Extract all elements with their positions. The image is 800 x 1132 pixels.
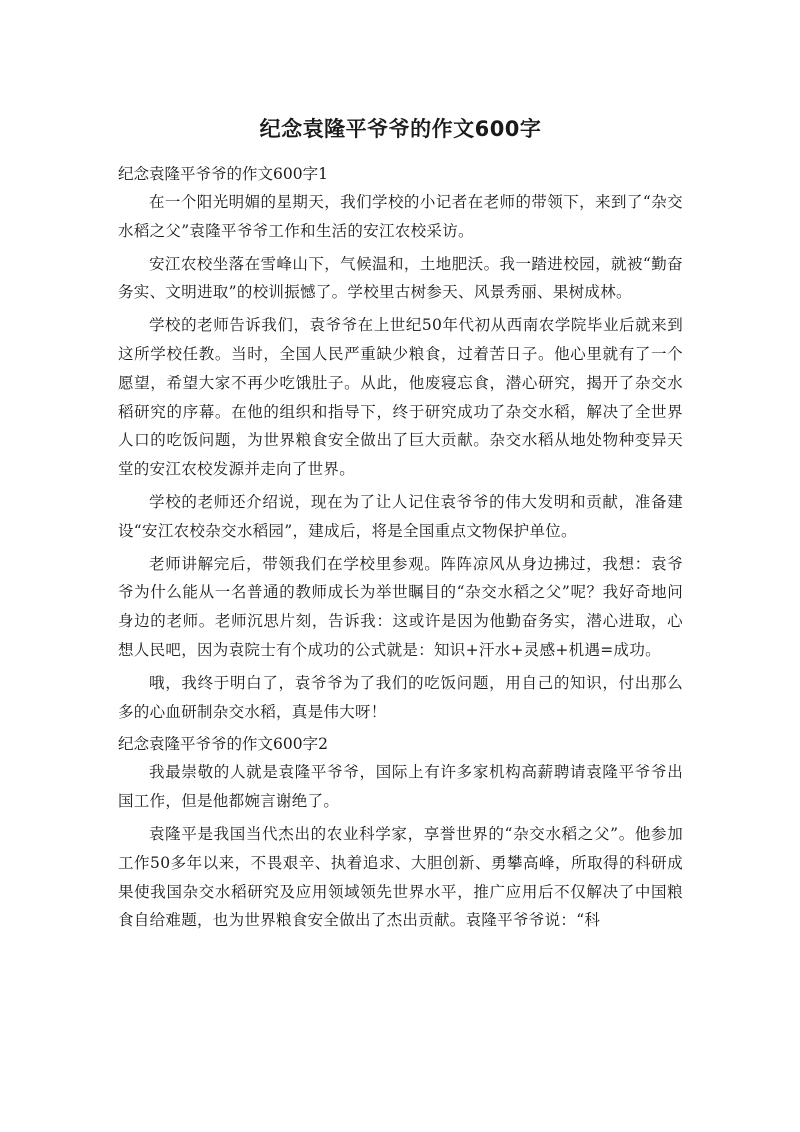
paragraph: 我最崇敬的人就是袁隆平爷爷，国际上有许多家机构高薪聘请袁隆平爷爷出国工作，但是他都婉言谢绝了。 (118, 763, 683, 811)
paragraph: 哦，我终于明白了，袁爷爷为了我们的吃饭问题，用自己的知识，付出那么多的心血研制杂交水稻，真是伟大呀！ (118, 673, 683, 721)
document-title: 纪念袁隆平爷爷的作文600字 (259, 117, 542, 141)
paragraph: 在一个阳光明媚的星期天，我们学校的小记者在老师的带领下，来到了“杂交水稻之父”袁隆平爷爷工作和生活的安江农校采访。 (118, 193, 683, 240)
paragraph: 老师讲解完后，带领我们在学校里参观。阵阵凉风从身边拂过，我想：袁爷爷为什么能从一名普通的教师成长为举世瞩目的“杂交水稻之父”呢？我好奇地问身边的老师。老师沉思片刻，告诉我：这或许是因为他勤奋务实，潜心进取，心想人民吧，因为袁院士有个成功的公式就是：知识+汗水+灵感+机遇=成功。 (118, 554, 683, 659)
paragraph: 学校的老师还介绍说，现在为了让人记住袁爷爷的伟大发明和贡献，准备建设“安江农校杂交水稻园”，建成后，将是全国重点文物保护单位。 (118, 492, 683, 540)
section-heading: 纪念袁隆平爷爷的作文600字2 (118, 735, 328, 754)
essay-section-2 (118, 730, 683, 935)
essay-section-1 (118, 160, 683, 726)
document-page (118, 112, 683, 939)
paragraph: 学校的老师告诉我们，袁爷爷在上世纪50年代初从西南农学院毕业后就来到这所学校任教。当时，全国人民严重缺少粮食，过着苦日子。他心里就有了一个愿望，希望大家不再少吃饿肚子。从此，他废寝忘食，潜心研究，揭开了杂交水稻研究的序幕。在他的组织和指导下，终于研究成功了杂交水稻，解决了全世界人口的吃饭问题，为世界粮食安全做出了巨大贡献。杂交水稻从地处物种变异天堂的安江农校发源并走向了世界。 (118, 316, 683, 479)
paragraph: 安江农校坐落在雪峰山下，气候温和，土地肥沃。我一踏进校园，就被“勤奋务实、文明进取”的校训振憾了。学校里古树参天、风景秀丽、果树成林。 (118, 254, 683, 302)
paragraph: 袁隆平是我国当代杰出的农业科学家，享誉世界的“杂交水稻之父”。他参加工作50多年以来，不畏艰辛、执着追求、大胆创新、勇攀高峰，所取得的科研成果使我国杂交水稻研究及应用领域领先世界水平，推广应用后不仅解决了中国粮食自给难题，也为世界粮食安全做出了杰出贡献。袁隆平爷爷说：“科 (118, 824, 683, 930)
section-heading: 纪念袁隆平爷爷的作文600字1 (118, 165, 328, 183)
